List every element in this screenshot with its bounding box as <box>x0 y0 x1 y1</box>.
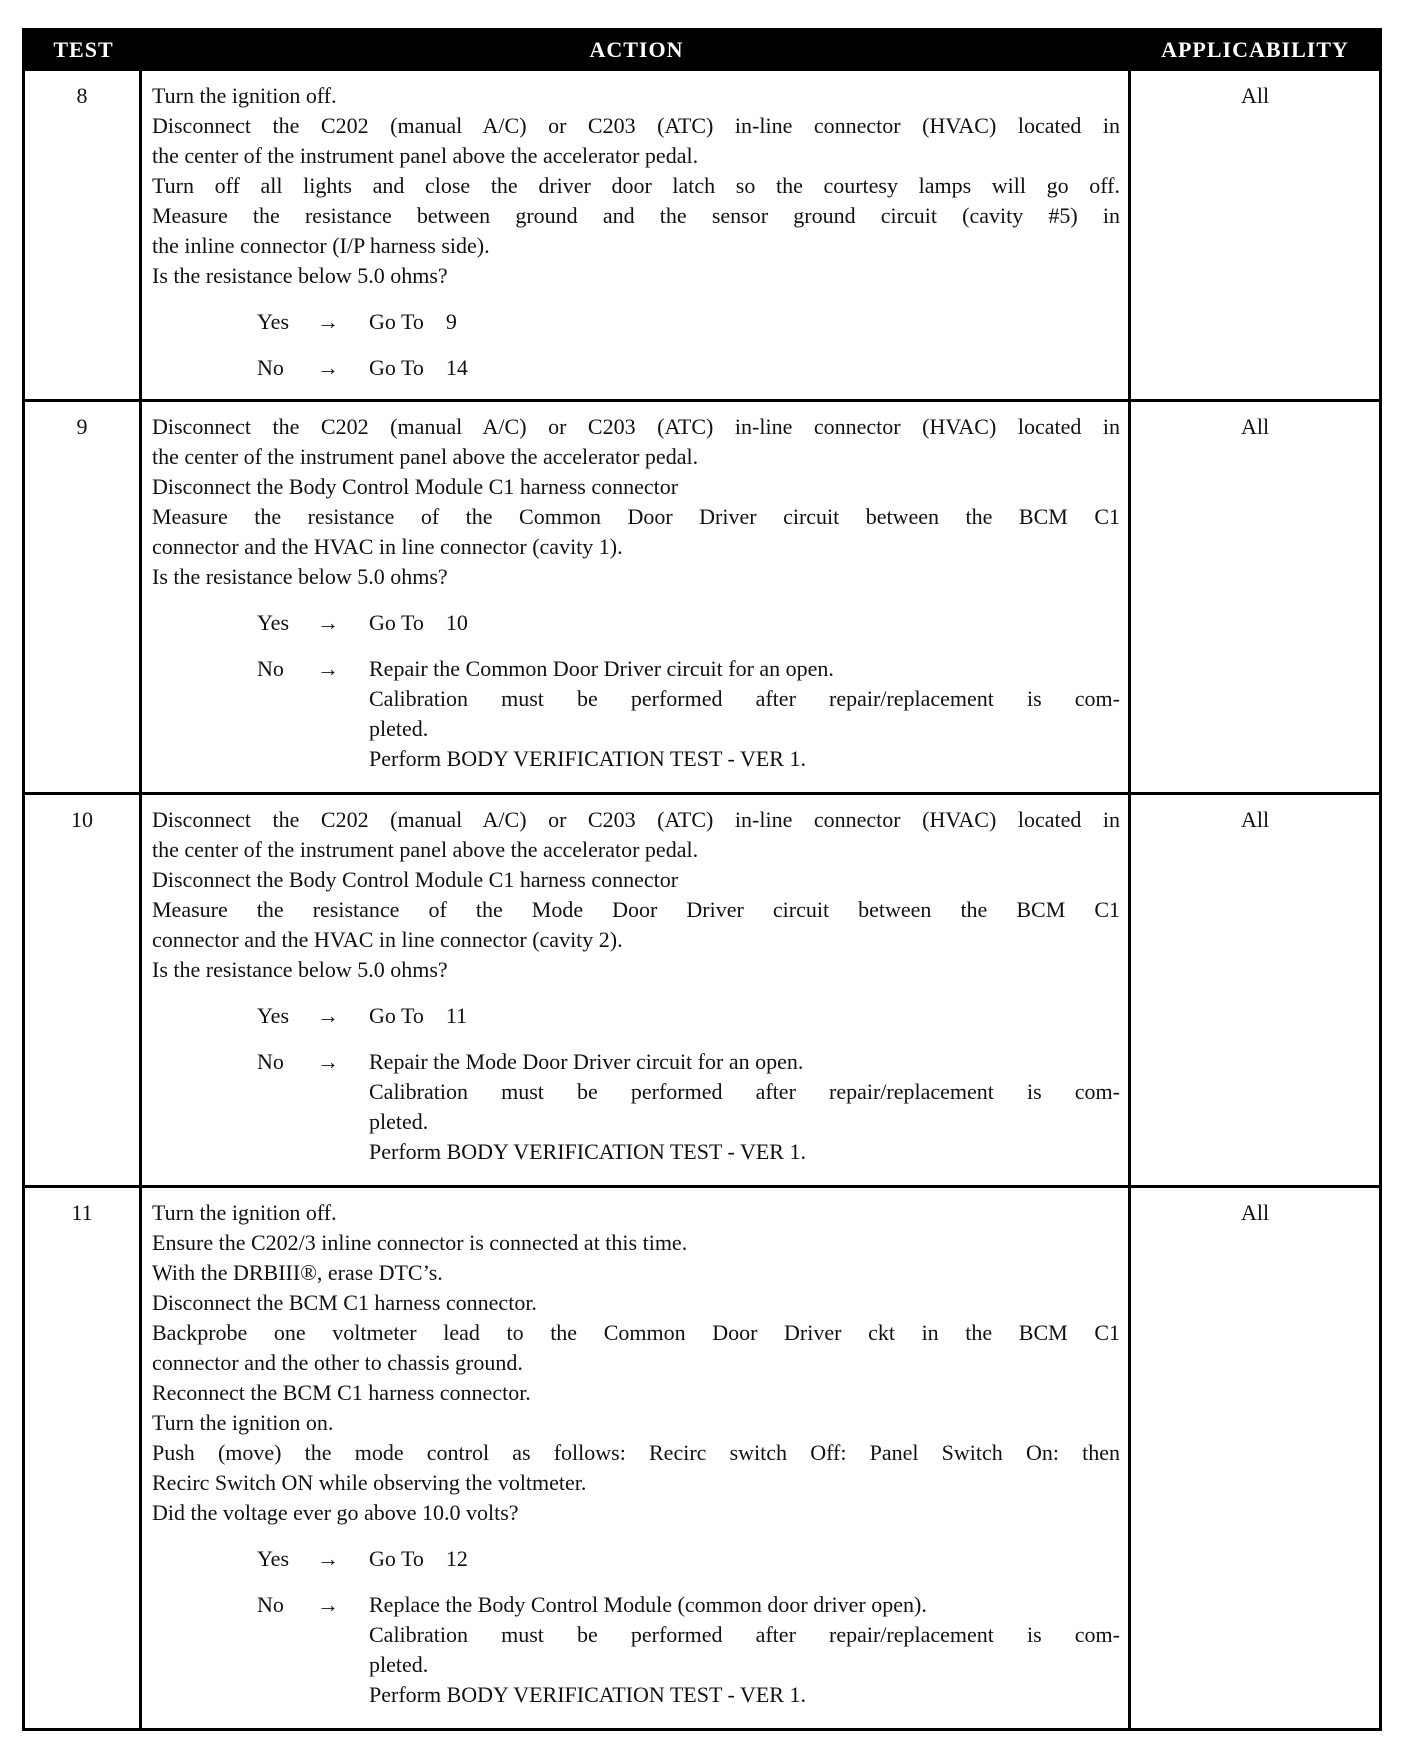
yes-label: Yes <box>257 610 290 635</box>
yes-label: Yes <box>257 1003 290 1028</box>
yes-branch <box>257 608 1120 638</box>
yes-branch <box>257 1544 1120 1574</box>
no-label: No <box>257 1592 284 1617</box>
arrow-icon: → <box>317 309 339 334</box>
arrow-icon: → <box>317 1003 339 1028</box>
header-action: ACTION <box>589 36 684 62</box>
action-line: Reconnect the BCM C1 harness connector. <box>152 1380 531 1405</box>
no-action-line: Calibration must be performed after repair/replacement is com- <box>369 1622 1120 1647</box>
action-line: connector and the HVAC in line connector (cavity 1). <box>152 534 623 559</box>
applicability-cell: All <box>1240 1200 1270 1225</box>
no-action-line: Perform BODY VERIFICATION TEST - VER 1. <box>369 746 806 771</box>
action-line: Turn the ignition on. <box>152 1410 334 1435</box>
action-line: With the DRBIII®, erase DTC’s. <box>152 1260 443 1285</box>
action-line: Did the voltage ever go above 10.0 volts? <box>152 1500 519 1525</box>
yes-branch <box>257 1001 1120 1031</box>
action-line: Measure the resistance of the Mode Door Driver circuit between the BCM C1 <box>152 897 1120 922</box>
test-number: 8 <box>25 71 142 399</box>
action-line: connector and the other to chassis ground. <box>152 1350 523 1375</box>
no-action-line: pleted. <box>369 1652 429 1677</box>
applicability-cell: All <box>1240 807 1270 832</box>
table-row <box>25 399 1379 792</box>
action-line: Recirc Switch ON while observing the voltmeter. <box>152 1470 587 1495</box>
no-action-line: Perform BODY VERIFICATION TEST - VER 1. <box>369 1139 806 1164</box>
no-action-line: Calibration must be performed after repair/replacement is com- <box>369 1079 1120 1104</box>
arrow-icon: → <box>317 355 339 380</box>
action-line: Disconnect the BCM C1 harness connector. <box>152 1290 537 1315</box>
table-row <box>25 68 1379 399</box>
action-line: Disconnect the C202 (manual A/C) or C203 (ATC) in-line connector (HVAC) located in <box>152 113 1120 138</box>
no-action-line: pleted. <box>369 716 429 741</box>
no-label: No <box>257 1049 284 1074</box>
no-label: No <box>257 355 284 380</box>
yes-label: Yes <box>257 309 290 334</box>
action-line: the inline connector (I/P harness side). <box>152 233 490 258</box>
action-cell <box>142 795 1131 1185</box>
yes-branch <box>257 307 1120 337</box>
table-row <box>25 792 1379 1185</box>
action-line: connector and the HVAC in line connector (cavity 2). <box>152 927 623 952</box>
action-cell <box>142 402 1131 792</box>
goto-label: Go To <box>369 309 424 334</box>
no-action-line: Repair the Common Door Driver circuit for an open. <box>369 656 834 681</box>
action-line: Disconnect the Body Control Module C1 harness connector <box>152 474 679 499</box>
no-action-line: Perform BODY VERIFICATION TEST - VER 1. <box>369 1682 806 1707</box>
goto-target: 14 <box>445 355 468 380</box>
table-row <box>25 1185 1379 1731</box>
no-branch <box>257 1590 1120 1710</box>
test-number: 9 <box>25 402 142 792</box>
arrow-icon: → <box>317 610 339 635</box>
header-applicability: APPLICABILITY <box>1161 36 1349 62</box>
procedure-table <box>22 28 1382 1731</box>
test-number: 10 <box>25 795 142 1185</box>
action-line: Backprobe one voltmeter lead to the Common Door Driver ckt in the BCM C1 <box>152 1320 1120 1345</box>
table-header <box>25 31 1379 68</box>
action-line: the center of the instrument panel above the accelerator pedal. <box>152 143 699 168</box>
yes-label: Yes <box>257 1546 290 1571</box>
arrow-icon: → <box>317 1592 339 1617</box>
action-line: Turn off all lights and close the driver door latch so the courtesy lamps will go off. <box>152 173 1120 198</box>
action-line: Turn the ignition off. <box>152 1200 337 1225</box>
goto-label: Go To <box>369 355 424 380</box>
test-number: 11 <box>25 1188 142 1731</box>
goto-target: 12 <box>445 1546 468 1571</box>
action-line: Measure the resistance of the Common Door Driver circuit between the BCM C1 <box>152 504 1120 529</box>
goto-label: Go To <box>369 1003 424 1028</box>
action-line: the center of the instrument panel above the accelerator pedal. <box>152 444 699 469</box>
applicability-cell: All <box>1240 83 1270 108</box>
goto-target: 11 <box>445 1003 468 1028</box>
no-action-line: Repair the Mode Door Driver circuit for an open. <box>369 1049 804 1074</box>
no-action-line: Replace the Body Control Module (common door driver open). <box>369 1592 927 1617</box>
action-cell <box>142 1188 1131 1731</box>
action-line: Is the resistance below 5.0 ohms? <box>152 564 448 589</box>
action-line: Push (move) the mode control as follows: Recirc switch Off: Panel Switch On: then <box>152 1440 1120 1465</box>
action-line: Ensure the C202/3 inline connector is connected at this time. <box>152 1230 688 1255</box>
arrow-icon: → <box>317 1546 339 1571</box>
action-line: Is the resistance below 5.0 ohms? <box>152 263 448 288</box>
no-branch <box>257 654 1120 774</box>
no-branch <box>257 1047 1120 1167</box>
no-action-line: Calibration must be performed after repair/replacement is com- <box>369 686 1120 711</box>
no-branch <box>257 353 1120 383</box>
action-line: Turn the ignition off. <box>152 83 337 108</box>
action-line: Is the resistance below 5.0 ohms? <box>152 957 448 982</box>
action-line: Disconnect the C202 (manual A/C) or C203 (ATC) in-line connector (HVAC) located in <box>152 414 1120 439</box>
applicability-cell: All <box>1240 414 1270 439</box>
header-test: TEST <box>53 36 114 62</box>
arrow-icon: → <box>317 656 339 681</box>
goto-label: Go To <box>369 610 424 635</box>
action-cell <box>142 71 1131 399</box>
arrow-icon: → <box>317 1049 339 1074</box>
goto-target: 10 <box>445 610 468 635</box>
goto-target: 9 <box>445 309 457 334</box>
goto-label: Go To <box>369 1546 424 1571</box>
action-line: the center of the instrument panel above the accelerator pedal. <box>152 837 699 862</box>
action-line: Disconnect the C202 (manual A/C) or C203 (ATC) in-line connector (HVAC) located in <box>152 807 1120 832</box>
no-action-line: pleted. <box>369 1109 429 1134</box>
no-label: No <box>257 656 284 681</box>
action-line: Disconnect the Body Control Module C1 harness connector <box>152 867 679 892</box>
action-line: Measure the resistance between ground and the sensor ground circuit (cavity #5) in <box>152 203 1120 228</box>
